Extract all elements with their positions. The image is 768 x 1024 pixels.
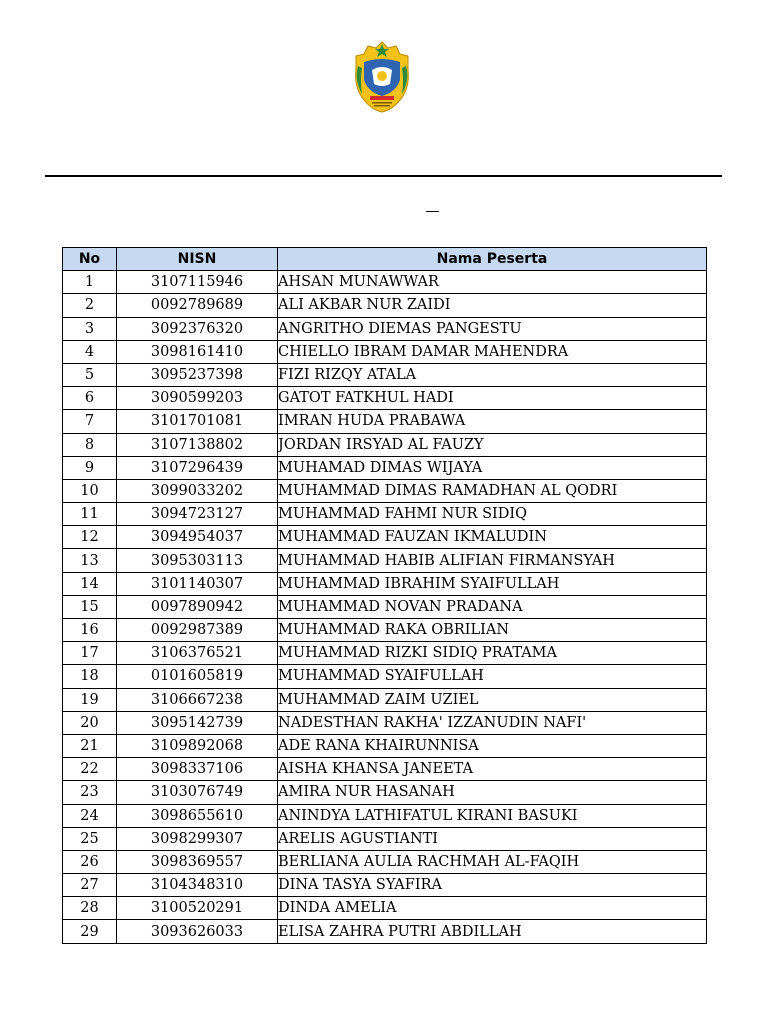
nisn-cell: 3092376320	[117, 317, 278, 340]
participant-name-cell: MUHAMMAD FAHMI NUR SIDIQ	[278, 503, 707, 526]
row-number-cell: 25	[63, 827, 117, 850]
participant-name-cell: CHIELLO IBRAM DAMAR MAHENDRA	[278, 340, 707, 363]
nisn-cell: 3098337106	[117, 758, 278, 781]
nisn-cell: 0101605819	[117, 665, 278, 688]
title-placeholder-dash	[426, 211, 439, 212]
table-row	[63, 920, 707, 943]
row-number-cell: 10	[63, 479, 117, 502]
regency-emblem-logo	[350, 40, 414, 114]
table-row	[63, 711, 707, 734]
table-row	[63, 410, 707, 433]
row-number-cell: 21	[63, 734, 117, 757]
participant-name-cell: GATOT FATKHUL HADI	[278, 387, 707, 410]
nisn-cell: 3098369557	[117, 850, 278, 873]
row-number-cell: 20	[63, 711, 117, 734]
table-row	[63, 479, 707, 502]
nisn-cell: 3107296439	[117, 456, 278, 479]
table-row	[63, 758, 707, 781]
participant-name-cell: BERLIANA AULIA RACHMAH AL-FAQIH	[278, 850, 707, 873]
nisn-cell: 3106667238	[117, 688, 278, 711]
participant-name-cell: AMIRA NUR HASANAH	[278, 781, 707, 804]
table-row	[63, 317, 707, 340]
nisn-cell: 3098161410	[117, 340, 278, 363]
table-row	[63, 665, 707, 688]
nisn-cell: 3095237398	[117, 363, 278, 386]
nisn-cell: 3094954037	[117, 526, 278, 549]
row-number-cell: 29	[63, 920, 117, 943]
participant-name-cell: MUHAMMAD RAKA OBRILIAN	[278, 619, 707, 642]
row-number-cell: 11	[63, 503, 117, 526]
nisn-cell: 3095142739	[117, 711, 278, 734]
table-row	[63, 503, 707, 526]
column-header-nisn: NISN	[117, 248, 278, 271]
participant-name-cell: MUHAMMAD ZAIM UZIEL	[278, 688, 707, 711]
participant-name-cell: MUHAMMAD NOVAN PRADANA	[278, 595, 707, 618]
row-number-cell: 5	[63, 363, 117, 386]
participant-name-cell: MUHAMMAD FAUZAN IKMALUDIN	[278, 526, 707, 549]
table-row	[63, 874, 707, 897]
participant-name-cell: ADE RANA KHAIRUNNISA	[278, 734, 707, 757]
nisn-cell: 3104348310	[117, 874, 278, 897]
table-row	[63, 387, 707, 410]
table-body	[63, 271, 707, 943]
table-row	[63, 850, 707, 873]
row-number-cell: 3	[63, 317, 117, 340]
nisn-cell: 3093626033	[117, 920, 278, 943]
participant-name-cell: MUHAMMAD HABIB ALIFIAN FIRMANSYAH	[278, 549, 707, 572]
row-number-cell: 18	[63, 665, 117, 688]
table-row	[63, 433, 707, 456]
table-row	[63, 619, 707, 642]
nisn-cell: 3103076749	[117, 781, 278, 804]
table-row	[63, 340, 707, 363]
row-number-cell: 9	[63, 456, 117, 479]
row-number-cell: 24	[63, 804, 117, 827]
row-number-cell: 13	[63, 549, 117, 572]
participant-name-cell: MUHAMMAD SYAIFULLAH	[278, 665, 707, 688]
row-number-cell: 12	[63, 526, 117, 549]
participant-name-cell: FIZI RIZQY ATALA	[278, 363, 707, 386]
nisn-cell: 3101701081	[117, 410, 278, 433]
participant-name-cell: ANGRITHO DIEMAS PANGESTU	[278, 317, 707, 340]
table-row	[63, 781, 707, 804]
row-number-cell: 17	[63, 642, 117, 665]
nisn-cell: 3098655610	[117, 804, 278, 827]
participant-name-cell: ALI AKBAR NUR ZAIDI	[278, 294, 707, 317]
nisn-cell: 3106376521	[117, 642, 278, 665]
table-row	[63, 642, 707, 665]
row-number-cell: 8	[63, 433, 117, 456]
participant-table	[62, 247, 707, 944]
participant-name-cell: JORDAN IRSYAD AL FAUZY	[278, 433, 707, 456]
table-row	[63, 363, 707, 386]
participant-name-cell: IMRAN HUDA PRABAWA	[278, 410, 707, 433]
participant-name-cell: MUHAMAD DIMAS WIJAYA	[278, 456, 707, 479]
header-divider	[45, 175, 722, 177]
row-number-cell: 6	[63, 387, 117, 410]
participant-name-cell: MUHAMMAD RIZKI SIDIQ PRATAMA	[278, 642, 707, 665]
nisn-cell: 3109892068	[117, 734, 278, 757]
nisn-cell: 3100520291	[117, 897, 278, 920]
column-header-no: No	[63, 248, 117, 271]
row-number-cell: 15	[63, 595, 117, 618]
participant-name-cell: ELISA ZAHRA PUTRI ABDILLAH	[278, 920, 707, 943]
nisn-cell: 3095303113	[117, 549, 278, 572]
participant-name-cell: AISHA KHANSA JANEETA	[278, 758, 707, 781]
row-number-cell: 27	[63, 874, 117, 897]
nisn-cell: 3094723127	[117, 503, 278, 526]
row-number-cell: 28	[63, 897, 117, 920]
table-row	[63, 595, 707, 618]
nisn-cell: 3101140307	[117, 572, 278, 595]
nisn-cell: 0092987389	[117, 619, 278, 642]
row-number-cell: 4	[63, 340, 117, 363]
row-number-cell: 19	[63, 688, 117, 711]
nisn-cell: 3107115946	[117, 271, 278, 294]
row-number-cell: 2	[63, 294, 117, 317]
row-number-cell: 16	[63, 619, 117, 642]
participant-name-cell: DINA TASYA SYAFIRA	[278, 874, 707, 897]
row-number-cell: 23	[63, 781, 117, 804]
nisn-cell: 0092789689	[117, 294, 278, 317]
table-row	[63, 526, 707, 549]
table-row	[63, 572, 707, 595]
table-row	[63, 294, 707, 317]
table-row	[63, 688, 707, 711]
row-number-cell: 7	[63, 410, 117, 433]
participant-name-cell: ANINDYA LATHIFATUL KIRANI BASUKI	[278, 804, 707, 827]
row-number-cell: 1	[63, 271, 117, 294]
table-row	[63, 549, 707, 572]
table-row	[63, 827, 707, 850]
column-header-name: Nama Peserta	[278, 248, 707, 271]
table-row	[63, 897, 707, 920]
nisn-cell: 3098299307	[117, 827, 278, 850]
participant-name-cell: MUHAMMAD DIMAS RAMADHAN AL QODRI	[278, 479, 707, 502]
participant-name-cell: MUHAMMAD IBRAHIM SYAIFULLAH	[278, 572, 707, 595]
row-number-cell: 14	[63, 572, 117, 595]
nisn-cell: 3099033202	[117, 479, 278, 502]
row-number-cell: 22	[63, 758, 117, 781]
nisn-cell: 3090599203	[117, 387, 278, 410]
table-header-row	[63, 248, 707, 271]
table-row	[63, 456, 707, 479]
participant-name-cell: ARELIS AGUSTIANTI	[278, 827, 707, 850]
participant-name-cell: NADESTHAN RAKHA' IZZANUDIN NAFI'	[278, 711, 707, 734]
participant-name-cell: DINDA AMELIA	[278, 897, 707, 920]
table-row	[63, 734, 707, 757]
participant-name-cell: AHSAN MUNAWWAR	[278, 271, 707, 294]
table-row	[63, 804, 707, 827]
table-row	[63, 271, 707, 294]
row-number-cell: 26	[63, 850, 117, 873]
nisn-cell: 0097890942	[117, 595, 278, 618]
nisn-cell: 3107138802	[117, 433, 278, 456]
